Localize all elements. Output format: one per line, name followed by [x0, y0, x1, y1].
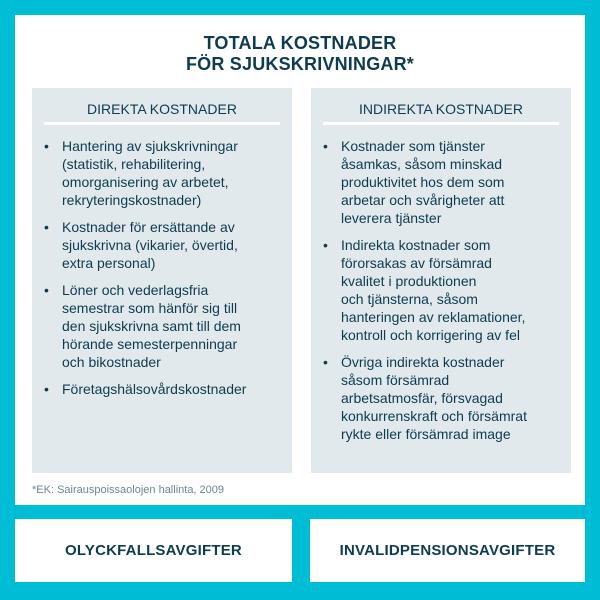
bullet-icon: • — [44, 282, 49, 298]
direct-cost-item-text: Löner och vederlagsfria semestrar som hänför sig till den sjukskrivna samt till dem hörande semesterpenningar och bikostnader — [62, 282, 241, 370]
indirect-cost-item-text: Övriga indirekta kostnader såsom försämrad arbetsatmosfär, försvagad konkurrenskraft och försämrat rykte eller försämrad image — [341, 354, 527, 442]
accident-fees-box — [15, 519, 292, 582]
direct-cost-item-text: Hantering av sjukskrivningar (statistik, rehabilitering, omorganisering av arbetet, rekryteringskostnader) — [62, 138, 238, 208]
direct-costs-column — [32, 88, 292, 473]
total-costs-panel — [15, 15, 585, 505]
indirect-cost-item — [311, 353, 563, 443]
bullet-icon: • — [323, 354, 328, 370]
direct-cost-item — [32, 218, 284, 272]
source-footnote: *EK: Sairauspoissaolojen hallinta, 2009 — [32, 484, 225, 496]
bullet-icon: • — [44, 138, 49, 154]
disability-pension-fees-box — [310, 519, 585, 582]
direct-cost-item-text: Kostnader för ersättande av sjukskrivna (vikarier, övertid, extra personal) — [62, 219, 238, 271]
direct-cost-item — [32, 137, 284, 209]
title-line-2: FÖR SJUKSKRIVNINGAR* — [185, 54, 415, 74]
diagram-title — [15, 33, 585, 75]
indirect-costs-list — [311, 125, 571, 443]
indirect-costs-column — [311, 88, 571, 473]
direct-cost-item-text: Företagshälsovårdskostnader — [62, 381, 247, 397]
accident-fees-label: OLYCKFALLSAVGIFTER — [65, 542, 242, 559]
direct-cost-item — [32, 380, 284, 398]
bullet-icon: • — [323, 138, 328, 154]
direct-cost-item — [32, 281, 284, 371]
indirect-costs-heading: INDIREKTA KOSTNADER — [323, 88, 559, 125]
direct-costs-heading: DIREKTA KOSTNADER — [44, 88, 280, 125]
bullet-icon: • — [323, 237, 328, 253]
indirect-cost-item-text: Kostnader som tjänster åsamkas, såsom minskad produktivitet hos dem som arbetar och svårigheter att leverera tjänster — [341, 138, 505, 226]
indirect-cost-item — [311, 137, 563, 227]
disability-pension-fees-label: INVALIDPENSIONSAVGIFTER — [339, 542, 556, 559]
direct-costs-list — [32, 125, 292, 398]
bullet-icon: • — [44, 381, 49, 397]
indirect-cost-item-text: Indirekta kostnader som förorsakas av försämrad kvalitet i produktionen och tjänsterna, såsom hanteringen av reklamationer, kontroll och korrigering av fel — [341, 237, 526, 343]
bullet-icon: • — [44, 219, 49, 235]
title-line-1: TOTALA KOSTNADER — [203, 33, 397, 53]
indirect-cost-item — [311, 236, 563, 344]
